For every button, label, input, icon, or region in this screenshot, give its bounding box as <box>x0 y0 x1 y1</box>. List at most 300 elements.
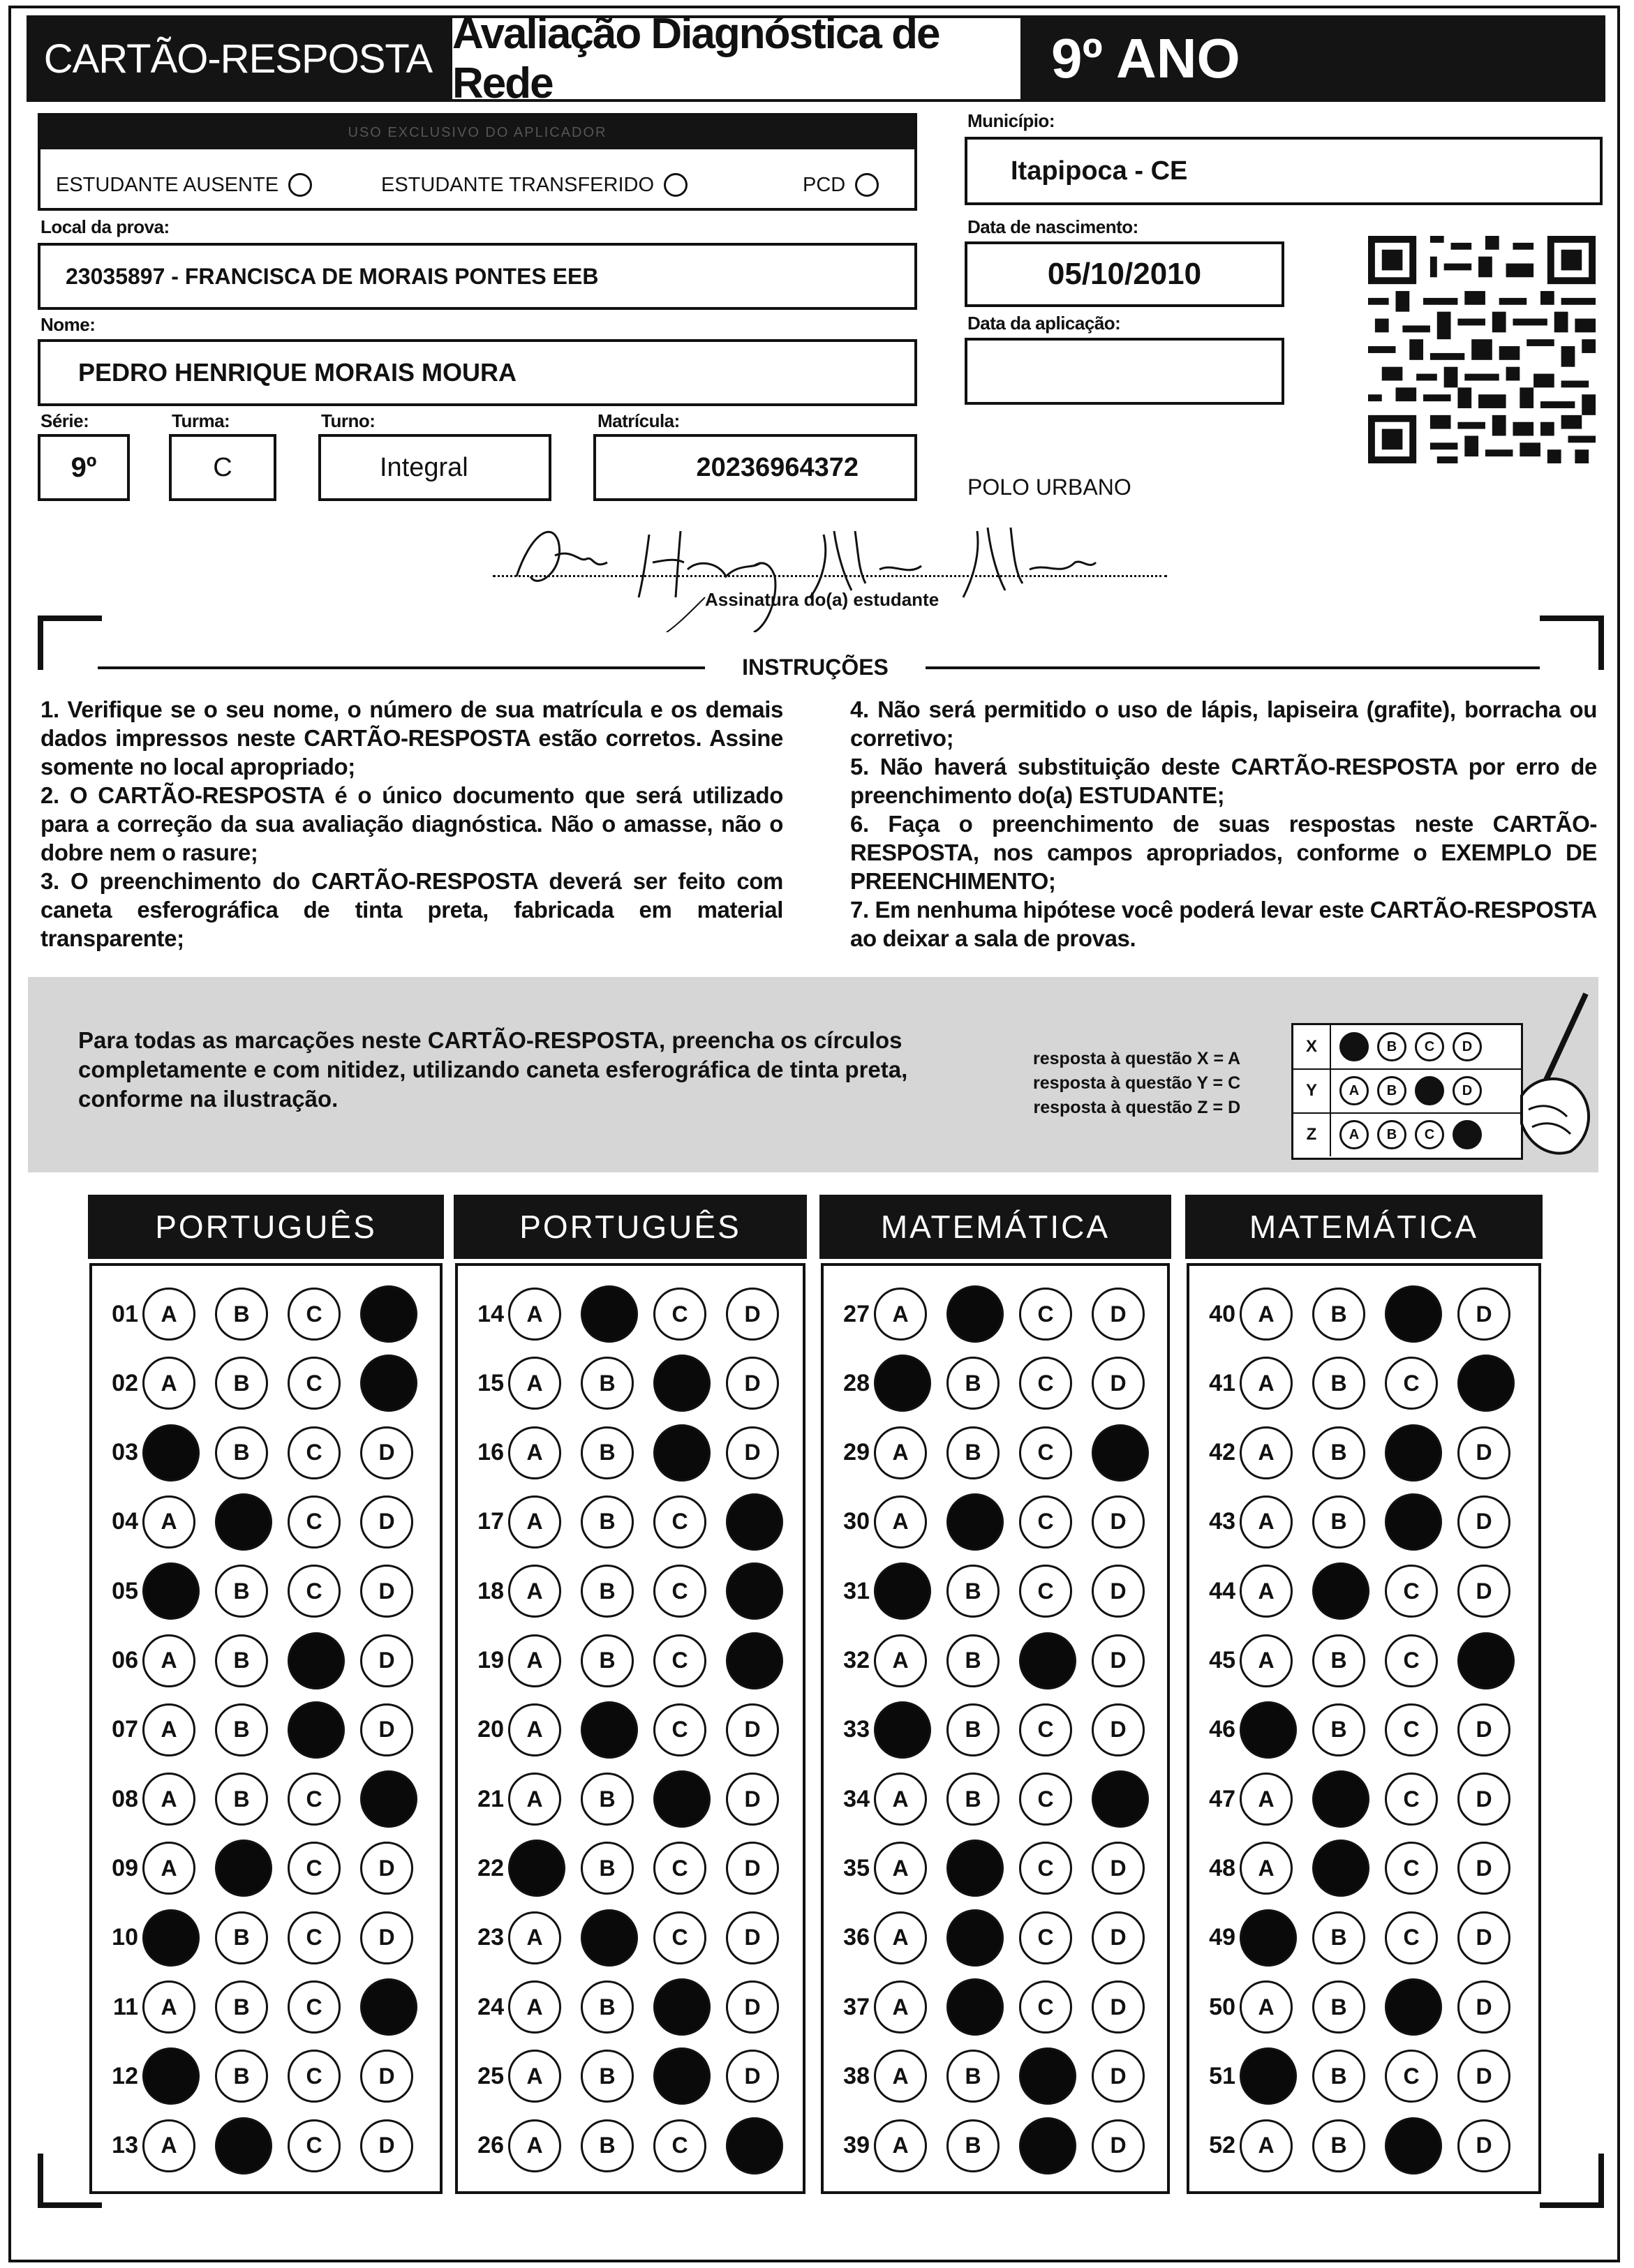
question-row <box>99 1699 433 1761</box>
answer-bubble-b[interactable] <box>946 1978 1004 2036</box>
answer-bubble-d[interactable] <box>726 1426 779 1479</box>
answer-bubble-c[interactable] <box>1019 1357 1072 1410</box>
example-bubble <box>1415 1076 1444 1105</box>
answer-bubble-c[interactable] <box>653 1495 706 1549</box>
question-row <box>99 1629 433 1692</box>
answer-bubble-a[interactable] <box>1240 1426 1293 1479</box>
answer-bubble-d[interactable] <box>726 1703 779 1756</box>
answer-bubble-b[interactable] <box>581 1285 638 1343</box>
answer-bubble-b[interactable] <box>1312 2050 1365 2103</box>
bubble-letter: C <box>306 1509 322 1535</box>
bubble-letter: B <box>1330 1648 1347 1673</box>
answer-bubble-c[interactable] <box>1019 1426 1072 1479</box>
bubble-letter: A <box>892 2063 909 2089</box>
bubble-letter: C <box>1403 1925 1420 1950</box>
answer-bubble-b[interactable] <box>1312 1840 1369 1897</box>
answer-bubble-d[interactable] <box>1457 1495 1510 1549</box>
example-legend-item: resposta à questão Z = D <box>1033 1098 1241 1117</box>
answer-bubble-d[interactable] <box>726 1562 783 1620</box>
bubble-letter: D <box>380 1301 397 1327</box>
answer-bubble-b[interactable] <box>215 1493 272 1551</box>
answer-bubble-a[interactable] <box>874 1980 927 2034</box>
question-number: 31 <box>843 1577 870 1604</box>
answer-bubble-d[interactable] <box>360 2119 413 2172</box>
bubble-letter: B <box>233 1301 250 1327</box>
answer-bubble-b[interactable] <box>1312 2119 1365 2172</box>
bubble-letter: A <box>526 1648 543 1673</box>
answer-bubble-c[interactable] <box>1385 1493 1442 1551</box>
answer-bubble-d[interactable] <box>1092 1980 1145 2034</box>
answer-bubble-d[interactable] <box>360 2050 413 2103</box>
answer-bubble-b[interactable] <box>946 1565 1000 1618</box>
answer-bubble-a[interactable] <box>874 1562 931 1620</box>
answer-bubble-a[interactable] <box>142 1773 195 1826</box>
answer-bubble-a[interactable] <box>508 1495 561 1549</box>
answer-bubble-c[interactable] <box>1385 1634 1438 1687</box>
answer-bubble-d[interactable] <box>360 1978 417 2036</box>
answer-bubble-d[interactable] <box>726 1911 779 1964</box>
question-row <box>1196 1560 1530 1622</box>
answer-bubble-d[interactable] <box>1092 2050 1145 2103</box>
question-row <box>1196 1976 1530 2038</box>
answer-bubble-c[interactable] <box>288 1980 341 2034</box>
answer-bubble-a[interactable] <box>508 1426 561 1479</box>
bubble-letter: D <box>744 1370 761 1396</box>
answer-bubble-b[interactable] <box>581 2050 634 2103</box>
answer-bubble-a[interactable] <box>874 1495 927 1549</box>
answer-bubble-a[interactable] <box>1240 1288 1293 1341</box>
answer-bubble-b[interactable] <box>581 1426 634 1479</box>
answer-bubble-a[interactable] <box>1240 2047 1297 2105</box>
answer-bubble-b[interactable] <box>946 2119 1000 2172</box>
answer-bubble-d[interactable] <box>1092 1770 1149 1828</box>
bubble-letter: A <box>1258 1855 1275 1881</box>
answer-bubble-a[interactable] <box>508 1634 561 1687</box>
answer-bubble-d[interactable] <box>1457 1288 1510 1341</box>
answer-bubble-b[interactable] <box>215 1980 268 2034</box>
answer-bubble-d[interactable] <box>360 1426 413 1479</box>
answer-bubble-a[interactable] <box>508 1703 561 1756</box>
answer-bubble-a[interactable] <box>142 1562 200 1620</box>
question-number: 44 <box>1209 1577 1235 1604</box>
answer-bubble-d[interactable] <box>1457 1773 1510 1826</box>
answer-bubble-b[interactable] <box>946 1493 1004 1551</box>
answer-bubble-a[interactable] <box>142 1357 195 1410</box>
answer-bubble-d[interactable] <box>360 1911 413 1964</box>
answer-bubble-b[interactable] <box>215 1634 268 1687</box>
answer-bubble-d[interactable] <box>360 1770 417 1828</box>
answer-bubble-a[interactable] <box>508 1288 561 1341</box>
answer-bubble-c[interactable] <box>1019 1632 1076 1689</box>
answer-bubble-b[interactable] <box>215 2050 268 2103</box>
answer-bubble-d[interactable] <box>1457 1632 1515 1689</box>
answer-bubble-c[interactable] <box>1019 1565 1072 1618</box>
answer-bubble-d[interactable] <box>1092 1565 1145 1618</box>
grade-title: 9º ANO <box>1023 15 1605 102</box>
bubble-letter: C <box>1403 1370 1420 1396</box>
answer-bubble-b[interactable] <box>581 1634 634 1687</box>
answer-bubble-b[interactable] <box>946 1840 1004 1897</box>
answer-bubble-b[interactable] <box>581 1909 638 1967</box>
answer-bubble-d[interactable] <box>1457 1980 1510 2034</box>
answer-bubble-c[interactable] <box>653 1703 706 1756</box>
answer-bubble-b[interactable] <box>215 1426 268 1479</box>
answer-bubble-d[interactable] <box>360 1634 413 1687</box>
answer-bubble-a[interactable] <box>1240 1701 1297 1759</box>
bubble-letter: C <box>674 2063 690 2089</box>
bubble-letter: D <box>744 1855 761 1881</box>
bubble-letter: C <box>308 1648 325 1673</box>
bubble-letter: A <box>1258 1994 1275 2020</box>
question-row <box>99 1768 433 1830</box>
answer-bubble-a[interactable] <box>874 1634 927 1687</box>
bubble-letter: D <box>744 1440 761 1465</box>
answer-bubble-b[interactable] <box>946 1773 1000 1826</box>
answer-bubble-a[interactable] <box>508 1773 561 1826</box>
bubble-letter: B <box>599 1440 616 1465</box>
pcd-option[interactable] <box>803 173 879 197</box>
answer-bubble-a[interactable] <box>508 1840 565 1897</box>
answer-bubble-d[interactable] <box>1457 1426 1510 1479</box>
answer-bubble-c[interactable] <box>1385 1565 1438 1618</box>
answer-bubble-c[interactable] <box>653 1842 706 1895</box>
answer-bubble-c[interactable] <box>288 1701 345 1759</box>
question-row <box>1196 1283 1530 1345</box>
answer-bubble-d[interactable] <box>1092 1634 1145 1687</box>
answer-bubble-c[interactable] <box>288 1911 341 1964</box>
section-title: MATEMÁTICA <box>1185 1195 1543 1259</box>
answer-bubble-d[interactable] <box>1092 1703 1145 1756</box>
question-number: 02 <box>112 1369 138 1396</box>
answer-bubble-d[interactable] <box>726 1773 779 1826</box>
municipio-label: Município: <box>967 110 1055 131</box>
answer-bubble-c[interactable] <box>288 1357 341 1410</box>
answer-bubble-c[interactable] <box>288 1842 341 1895</box>
answer-bubble-a[interactable] <box>142 1980 195 2034</box>
transferred-circle[interactable] <box>664 173 688 197</box>
answer-bubble-b[interactable] <box>946 2050 1000 2103</box>
answer-bubble-a[interactable] <box>142 1288 195 1341</box>
answer-bubble-b[interactable] <box>1312 1495 1365 1549</box>
answer-bubble-b[interactable] <box>581 1701 638 1759</box>
answer-bubble-b[interactable] <box>1312 1562 1369 1620</box>
answer-bubble-a[interactable] <box>142 1495 195 1549</box>
answer-bubble-c[interactable] <box>1385 2050 1438 2103</box>
bubble-letter: C <box>1403 1786 1420 1812</box>
bubble-letter: A <box>526 1370 543 1396</box>
answer-bubble-c[interactable] <box>653 1634 706 1687</box>
answer-bubble-a[interactable] <box>1240 1565 1293 1618</box>
bubble-letter: C <box>1037 1301 1054 1327</box>
question-row <box>99 1976 433 2038</box>
example-bubble <box>1339 1032 1369 1061</box>
bubble-letter: A <box>1258 1648 1275 1673</box>
answer-bubble-b[interactable] <box>946 1634 1000 1687</box>
bubble-letter: B <box>599 1994 616 2020</box>
answer-bubble-d[interactable] <box>726 1632 783 1689</box>
answer-bubble-a[interactable] <box>874 1842 927 1895</box>
answer-bubble-d[interactable] <box>1457 1703 1510 1756</box>
turma-field <box>169 434 276 501</box>
answer-bubble-a[interactable] <box>142 1634 195 1687</box>
answer-bubble-b[interactable] <box>1312 1911 1365 1964</box>
answer-bubble-c[interactable] <box>1385 1773 1438 1826</box>
hand-pen-icon <box>1508 991 1598 1158</box>
answer-bubble-d[interactable] <box>726 1493 783 1551</box>
answer-bubble-a[interactable] <box>1240 1980 1293 2034</box>
bubble-letter: C <box>1037 1370 1054 1396</box>
bubble-letter: A <box>526 1440 543 1465</box>
answer-bubble-b[interactable] <box>1312 1703 1365 1756</box>
answer-bubble-c[interactable] <box>288 1632 345 1689</box>
answer-bubble-d[interactable] <box>1092 1288 1145 1341</box>
answer-bubble-c[interactable] <box>653 2119 706 2172</box>
answer-bubble-c[interactable] <box>1385 2117 1442 2174</box>
answer-bubble-c[interactable] <box>1019 2047 1076 2105</box>
answer-bubble-b[interactable] <box>581 1565 634 1618</box>
bubble-letter: C <box>1039 1648 1056 1673</box>
answer-bubble-b[interactable] <box>215 1565 268 1618</box>
question-row <box>99 2045 433 2107</box>
answer-bubble-b[interactable] <box>581 1495 634 1549</box>
answer-bubble-d[interactable] <box>1092 1424 1149 1482</box>
answer-bubble-d[interactable] <box>1092 1357 1145 1410</box>
answer-bubble-d[interactable] <box>1457 1565 1510 1618</box>
answer-bubble-d[interactable] <box>1457 1355 1515 1412</box>
answer-bubble-c[interactable] <box>288 1495 341 1549</box>
answer-bubble-a[interactable] <box>1240 2119 1293 2172</box>
answer-bubble-b[interactable] <box>1312 1980 1365 2034</box>
answer-bubble-c[interactable] <box>653 2047 711 2105</box>
answer-bubble-a[interactable] <box>1240 1357 1293 1410</box>
bubble-letter: D <box>1110 1370 1127 1396</box>
answer-bubble-a[interactable] <box>874 1426 927 1479</box>
answer-bubble-a[interactable] <box>874 1355 931 1412</box>
answer-bubble-d[interactable] <box>726 2050 779 2103</box>
bubble-letter: D <box>378 2063 395 2089</box>
answer-bubble-d[interactable] <box>360 1495 413 1549</box>
answer-bubble-b[interactable] <box>215 1288 268 1341</box>
answer-bubble-c[interactable] <box>1385 1978 1442 2036</box>
answer-bubble-b[interactable] <box>946 1357 1000 1410</box>
pcd-circle[interactable] <box>855 173 879 197</box>
answer-bubble-c[interactable] <box>1385 1424 1442 1482</box>
answer-bubble-a[interactable] <box>874 2119 927 2172</box>
answer-bubble-c[interactable] <box>1019 2117 1076 2174</box>
answer-bubble-c[interactable] <box>1019 1703 1072 1756</box>
answer-bubble-d[interactable] <box>1092 1495 1145 1549</box>
answer-bubble-b[interactable] <box>946 1426 1000 1479</box>
bubble-letter: D <box>1110 1717 1127 1743</box>
answer-bubble-d[interactable] <box>360 1285 417 1343</box>
answer-bubble-a[interactable] <box>874 1288 927 1341</box>
answer-bubble-c[interactable] <box>653 1978 711 2036</box>
answer-bubble-b[interactable] <box>581 1773 634 1826</box>
answer-bubble-c[interactable] <box>1385 1703 1438 1756</box>
answer-bubble-c[interactable] <box>653 1355 711 1412</box>
answer-bubble-d[interactable] <box>360 1842 413 1895</box>
answer-bubble-d[interactable] <box>1092 2119 1145 2172</box>
answer-bubble-d[interactable] <box>1092 1911 1145 1964</box>
answer-bubble-d[interactable] <box>1457 1911 1510 1964</box>
answer-bubble-a[interactable] <box>874 1911 927 1964</box>
bubble-letter: C <box>306 1786 322 1812</box>
answer-bubble-a[interactable] <box>142 1842 195 1895</box>
question-number: 16 <box>477 1439 504 1466</box>
answer-bubble-d[interactable] <box>1092 1842 1145 1895</box>
answer-bubble-a[interactable] <box>1240 1773 1293 1826</box>
answer-bubble-b[interactable] <box>581 2119 634 2172</box>
answer-bubble-b[interactable] <box>215 1911 268 1964</box>
answer-bubble-c[interactable] <box>653 1770 711 1828</box>
answer-bubble-b[interactable] <box>581 1357 634 1410</box>
bubble-letter: D <box>1110 1578 1127 1604</box>
answer-bubble-a[interactable] <box>1240 1495 1293 1549</box>
answer-bubble-b[interactable] <box>215 1840 272 1897</box>
answer-bubble-a[interactable] <box>874 2050 927 2103</box>
bubble-letter: B <box>233 1925 250 1950</box>
bubble-letter: D <box>378 1925 395 1950</box>
answer-bubble-d[interactable] <box>726 2117 783 2174</box>
answer-bubble-c[interactable] <box>1019 1980 1072 2034</box>
bubble-letter: B <box>599 1855 616 1881</box>
answer-bubble-a[interactable] <box>1240 1909 1297 1967</box>
answer-bubble-c[interactable] <box>288 1288 341 1341</box>
answer-bubble-c[interactable] <box>288 1565 341 1618</box>
answer-bubble-a[interactable] <box>508 2119 561 2172</box>
answer-bubble-c[interactable] <box>288 2050 341 2103</box>
answer-bubble-d[interactable] <box>1457 1842 1510 1895</box>
answer-bubble-d[interactable] <box>360 1703 413 1756</box>
answer-bubble-c[interactable] <box>1385 1285 1442 1343</box>
question-number: 20 <box>477 1716 504 1743</box>
answer-bubble-c[interactable] <box>1385 1357 1438 1410</box>
answer-bubble-b[interactable] <box>1312 1770 1369 1828</box>
question-row <box>831 1699 1164 1761</box>
answer-bubble-a[interactable] <box>1240 1842 1293 1895</box>
answer-bubble-d[interactable] <box>1457 2050 1510 2103</box>
answer-bubble-d[interactable] <box>726 1980 779 2034</box>
answer-bubble-b[interactable] <box>946 1703 1000 1756</box>
answer-bubble-a[interactable] <box>874 1773 927 1826</box>
question-row <box>831 1283 1164 1345</box>
question-row <box>1196 1491 1530 1553</box>
bubble-letter: A <box>1260 1925 1277 1950</box>
bubble-letter: C <box>308 1717 325 1743</box>
absent-circle[interactable] <box>288 173 312 197</box>
answer-bubble-b[interactable] <box>946 1285 1004 1343</box>
bubble-letter: A <box>526 1301 543 1327</box>
answer-bubble-d[interactable] <box>726 1357 779 1410</box>
answer-bubble-c[interactable] <box>653 1424 711 1482</box>
bubble-letter: B <box>599 1648 616 1673</box>
answer-bubble-b[interactable] <box>1312 1288 1365 1341</box>
answer-bubble-b[interactable] <box>1312 1426 1365 1479</box>
transferred-option[interactable] <box>381 173 688 197</box>
instructions-title: INSTRUÇÕES <box>742 655 889 680</box>
answer-bubble-d[interactable] <box>360 1565 413 1618</box>
answer-bubble-c[interactable] <box>288 1426 341 1479</box>
answer-bubble-c[interactable] <box>1019 1288 1072 1341</box>
answer-bubble-b[interactable] <box>1312 1357 1365 1410</box>
answer-bubble-b[interactable] <box>215 1773 268 1826</box>
question-number: 30 <box>843 1508 870 1535</box>
question-row <box>831 2114 1164 2177</box>
answer-bubble-b[interactable] <box>215 2117 272 2174</box>
answer-bubble-d[interactable] <box>1457 2119 1510 2172</box>
answer-bubble-d[interactable] <box>726 1288 779 1341</box>
answer-bubble-b[interactable] <box>946 1909 1004 1967</box>
question-number: 11 <box>113 1993 138 2020</box>
bubble-letter: C <box>1039 2133 1056 2158</box>
absent-label: ESTUDANTE AUSENTE <box>56 173 279 196</box>
bubble-letter: D <box>378 1648 395 1673</box>
answer-bubble-a[interactable] <box>508 1565 561 1618</box>
exam-name: Avaliação Diagnóstica de Rede <box>450 15 1023 102</box>
answer-bubble-a[interactable] <box>142 1703 195 1756</box>
answer-bubble-a[interactable] <box>508 1357 561 1410</box>
answer-bubble-b[interactable] <box>1312 1634 1365 1687</box>
answer-bubble-c[interactable] <box>288 1773 341 1826</box>
bubble-letter: D <box>380 1370 397 1396</box>
bubble-letter: A <box>892 1648 909 1673</box>
question-number: 36 <box>843 1924 870 1951</box>
answer-bubble-a[interactable] <box>142 2119 195 2172</box>
answer-bubble-a[interactable] <box>508 2050 561 2103</box>
bubble-letter: A <box>892 2133 909 2158</box>
answer-bubble-a[interactable] <box>142 1909 200 1967</box>
bubble-letter: B <box>965 1786 981 1812</box>
answer-bubble-b[interactable] <box>215 1703 268 1756</box>
instruction-item: 1. Verifique se o seu nome, o número de sua matrícula e os demais dados impressos neste CARTÃO-RESPOSTA estão corretos. Assine somente no local apropriado; <box>40 696 783 779</box>
bubble-letter: B <box>965 1370 981 1396</box>
answer-bubble-c[interactable] <box>653 1911 706 1964</box>
bubble-letter: D <box>1476 2063 1492 2089</box>
answer-bubble-b[interactable] <box>581 1980 634 2034</box>
answer-bubble-a[interactable] <box>142 1424 200 1482</box>
answer-bubble-b[interactable] <box>215 1357 268 1410</box>
bubble-letter: C <box>1037 1717 1054 1743</box>
bubble-letter: A <box>528 1855 545 1881</box>
question-number: 24 <box>477 1993 504 2020</box>
answer-bubble-d[interactable] <box>726 1842 779 1895</box>
bubble-letter: C <box>1405 2133 1422 2158</box>
answer-bubble-c[interactable] <box>1385 1911 1438 1964</box>
answer-bubble-c[interactable] <box>1019 1495 1072 1549</box>
answer-bubble-c[interactable] <box>653 1288 706 1341</box>
bubble-letter: D <box>1110 1855 1127 1881</box>
question-number: 26 <box>477 2132 504 2159</box>
answer-bubble-a[interactable] <box>1240 1634 1293 1687</box>
question-number: 29 <box>843 1439 870 1466</box>
answer-bubble-a[interactable] <box>508 1980 561 2034</box>
answer-bubble-d[interactable] <box>360 1355 417 1412</box>
answer-bubble-c[interactable] <box>288 2119 341 2172</box>
bubble-letter: D <box>1476 1786 1492 1812</box>
absent-option[interactable] <box>56 173 312 197</box>
answer-bubble-a[interactable] <box>508 1911 561 1964</box>
answer-bubble-a[interactable] <box>874 1701 931 1759</box>
answer-bubble-c[interactable] <box>1385 1842 1438 1895</box>
answer-bubble-b[interactable] <box>581 1842 634 1895</box>
answer-bubble-c[interactable] <box>1019 1773 1072 1826</box>
answer-bubble-a[interactable] <box>142 2047 200 2105</box>
question-number: 43 <box>1209 1508 1235 1535</box>
answer-bubble-c[interactable] <box>653 1565 706 1618</box>
answer-bubble-c[interactable] <box>1019 1842 1072 1895</box>
answer-bubble-c[interactable] <box>1019 1911 1072 1964</box>
question-number: 46 <box>1209 1716 1235 1743</box>
